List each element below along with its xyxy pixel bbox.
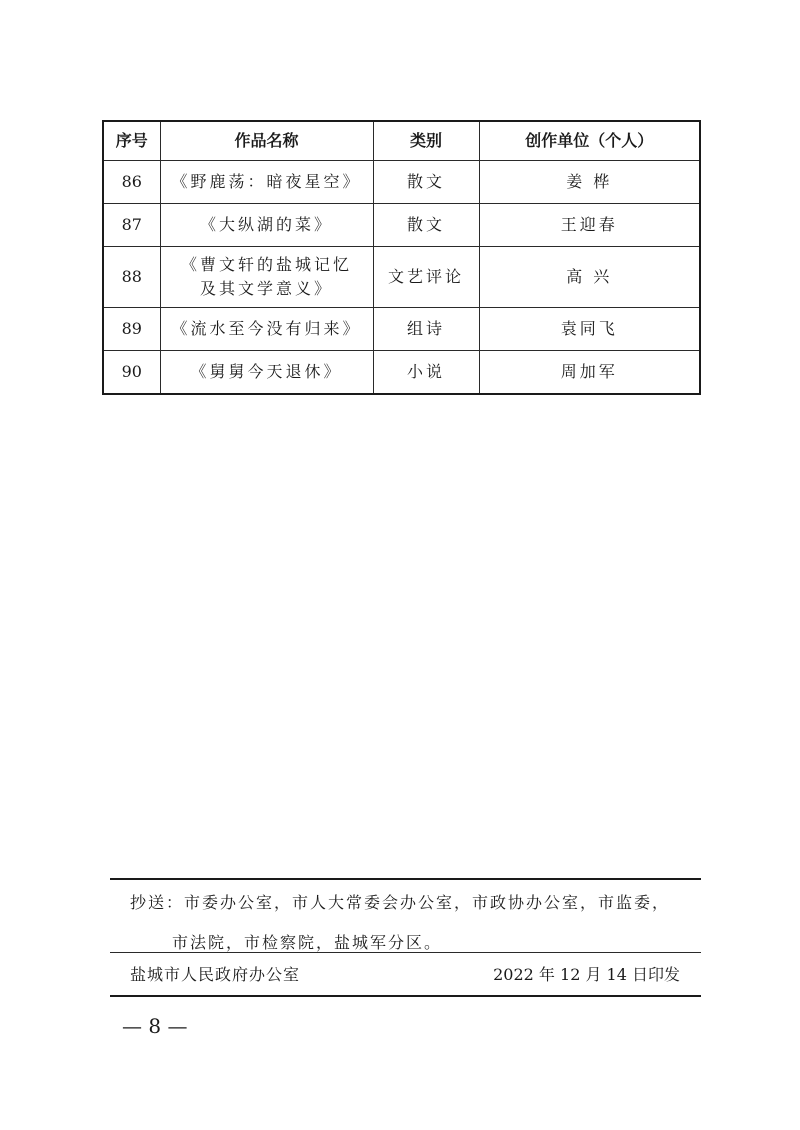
row-category: 文艺评论 bbox=[373, 247, 479, 308]
page-number: — 8 — bbox=[122, 1014, 188, 1038]
row-number: 88 bbox=[103, 247, 160, 308]
table-row bbox=[103, 204, 700, 247]
row-author: 王迎春 bbox=[479, 204, 700, 247]
row-number: 86 bbox=[103, 161, 160, 204]
row-number: 89 bbox=[103, 308, 160, 351]
row-author: 姜 桦 bbox=[479, 161, 700, 204]
row-title: 《野鹿荡：暗夜星空》 bbox=[160, 161, 373, 204]
row-category: 小说 bbox=[373, 351, 479, 395]
header-category: 类别 bbox=[373, 121, 479, 161]
table-row bbox=[103, 351, 700, 395]
table-row bbox=[103, 247, 700, 308]
header-number: 序号 bbox=[103, 121, 160, 161]
divider-rule bbox=[110, 952, 701, 953]
bottom-rule bbox=[110, 995, 701, 997]
row-number: 87 bbox=[103, 204, 160, 247]
row-author: 袁同飞 bbox=[479, 308, 700, 351]
issuing-office: 盐城市人民政府办公室 bbox=[130, 965, 301, 984]
table-row bbox=[103, 308, 700, 351]
table-row bbox=[103, 161, 700, 204]
row-title: 《舅舅今天退休》 bbox=[160, 351, 373, 395]
row-category: 散文 bbox=[373, 161, 479, 204]
row-title bbox=[160, 247, 373, 308]
row-category: 组诗 bbox=[373, 308, 479, 351]
cc-section bbox=[110, 878, 701, 952]
issue-date: 2022 年 12 月 14 日印发 bbox=[493, 965, 680, 984]
header-author: 创作单位（个人） bbox=[479, 121, 700, 161]
header-title: 作品名称 bbox=[160, 121, 373, 161]
row-number: 90 bbox=[103, 351, 160, 395]
row-title-line2: 及其文学意义》 bbox=[199, 279, 333, 298]
row-author: 高 兴 bbox=[479, 247, 700, 308]
cc-line-1: 抄送：市委办公室，市人大常委会办公室，市政协办公室，市监委， bbox=[130, 893, 671, 912]
cc-line-2: 市法院，市检察院，盐城军分区。 bbox=[172, 933, 443, 952]
table-header-row bbox=[103, 121, 700, 161]
row-category: 散文 bbox=[373, 204, 479, 247]
row-title: 《大纵湖的菜》 bbox=[160, 204, 373, 247]
award-list-table bbox=[102, 120, 701, 395]
row-title-line1: 《曹文轩的盐城记忆 bbox=[180, 255, 352, 274]
row-author: 周加军 bbox=[479, 351, 700, 395]
row-title: 《流水至今没有归来》 bbox=[160, 308, 373, 351]
